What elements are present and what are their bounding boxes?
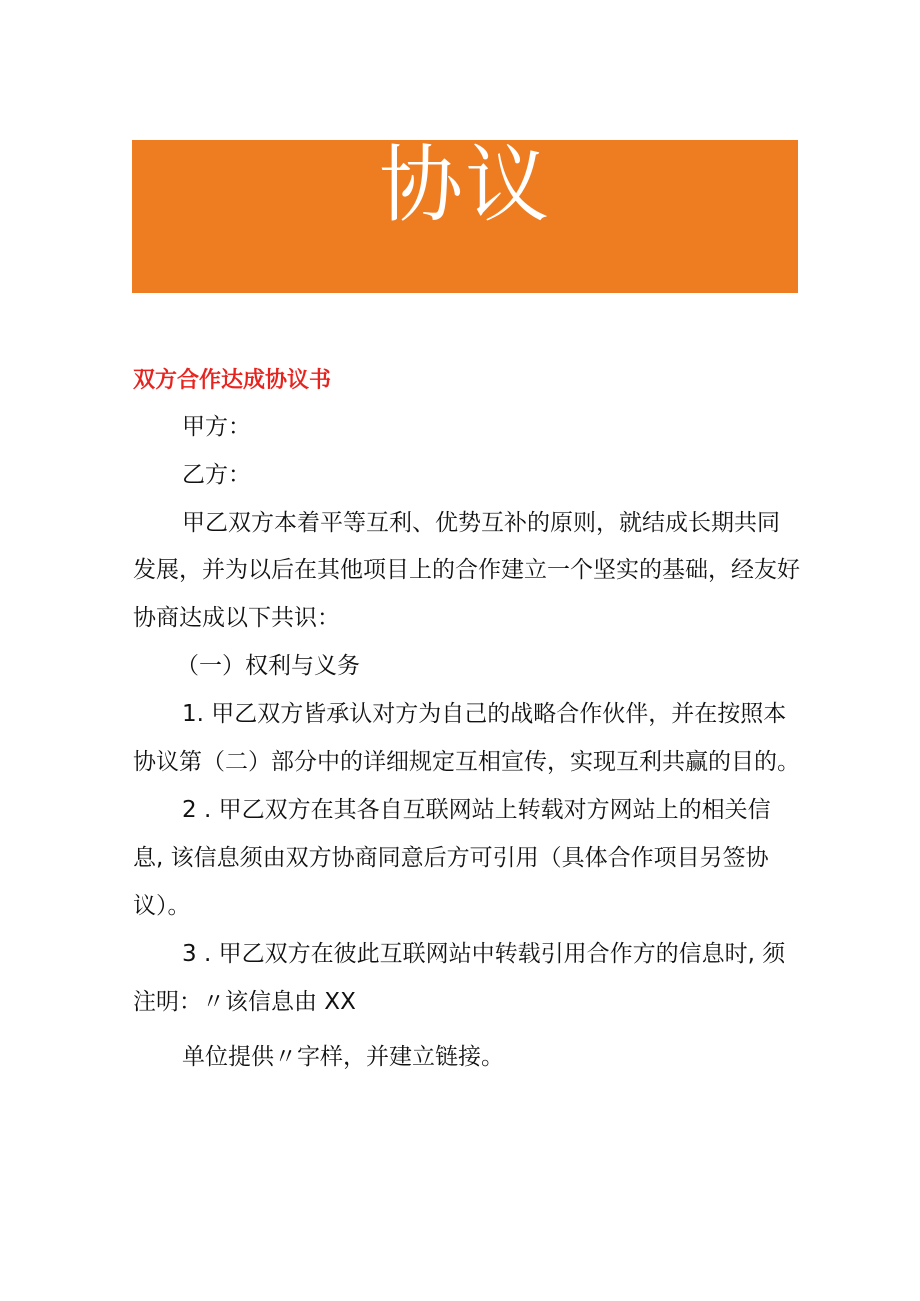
item-3-line: 3 . 甲乙双方在彼此互联网站中转载引用合作方的信息时, 须 (182, 941, 786, 967)
item-3-continued: 单位提供〃字样，并建立链接。 (182, 1044, 504, 1070)
party-b-label: 乙方： (182, 462, 251, 488)
section-1-title: （一）权利与义务 (176, 653, 360, 679)
banner-title: 协议 (378, 136, 551, 235)
item-1-line: 协议第（二）部分中的详细规定互相宣传，实现互利共赢的目的。 (133, 749, 800, 775)
item-2-line: 息, 该信息须由双方协商同意后方可引用（具体合作项目另签协 (133, 845, 769, 871)
document-heading: 双方合作达成协议书 (133, 368, 332, 393)
intro-line: 发展，并为以后在其他项目上的合作建立一个坚实的基础，经友好 (133, 557, 800, 583)
title-banner (132, 136, 798, 293)
item-2-line: 2 . 甲乙双方在其各自互联网站上转载对方网站上的相关信 (182, 797, 771, 823)
intro-line: 协商达成以下共识： (133, 605, 340, 631)
item-3-line: 注明：〃该信息由 XX (133, 989, 356, 1015)
intro-line: 甲乙双方本着平等互利、优势互补的原则，就结成长期共同 (182, 510, 780, 536)
item-1-line: 1. 甲乙双方皆承认对方为自己的战略合作伙伴，并在按照本 (182, 701, 787, 727)
party-a-label: 甲方： (182, 414, 251, 440)
item-2-line: 议）。 (133, 893, 191, 919)
